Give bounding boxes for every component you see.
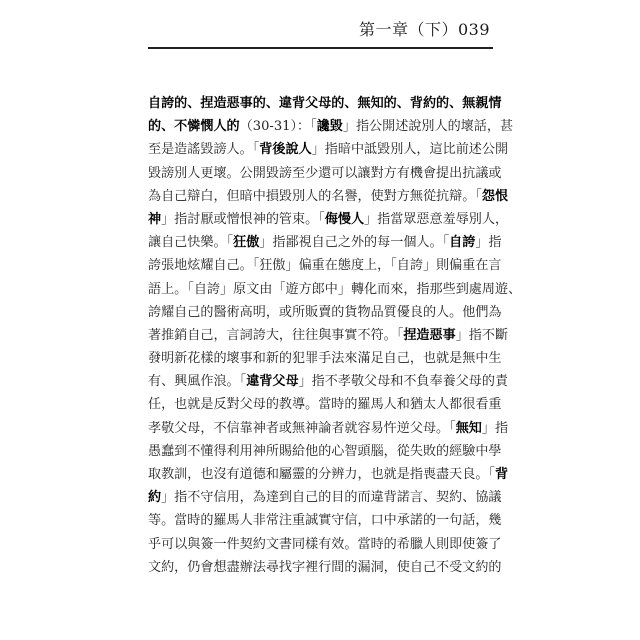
text-run: 讓自己快樂。「 bbox=[148, 235, 234, 251]
text-run: 文約，仍會想盡辦法尋找字裡行間的漏洞，使自己不受文約的 bbox=[148, 559, 502, 575]
term-highlight: 自誇的、捏造惡事的、違背父母的、無知的、背約的、無親情 bbox=[148, 96, 502, 111]
text-run: 至是造謠毀謗人。「 bbox=[148, 142, 260, 158]
text-line bbox=[148, 347, 502, 370]
text-line bbox=[148, 278, 522, 301]
text-line bbox=[148, 185, 509, 208]
text-run: 乎可以與簽一件契約文書同樣有效。當時的希臘人則即使簽了 bbox=[148, 536, 502, 552]
header-rule bbox=[148, 47, 493, 49]
text-run: 」指公開述說別人的壞話，甚 bbox=[342, 119, 514, 135]
text-run: 有、興風作浪。「 bbox=[148, 374, 247, 390]
text-run: 」指鄙視自己之外的每一個人。「 bbox=[259, 235, 450, 251]
text-line bbox=[148, 115, 514, 138]
body-text bbox=[148, 92, 522, 579]
text-line bbox=[148, 486, 502, 509]
text-run: 任，也就是反對父母的教導。當時的羅馬人和猶太人都很看重 bbox=[148, 397, 502, 413]
text-run: 愚蠢到不懂得利用神所賜給他的心智頭腦，從失敗的經驗中學 bbox=[148, 443, 502, 459]
text-line bbox=[148, 254, 502, 277]
text-run: 」指暗中詆毀別人，這比前述公開 bbox=[311, 142, 509, 158]
text-line bbox=[148, 463, 509, 486]
text-line bbox=[148, 509, 502, 532]
text-run: 」指當眾惡意羞辱別人， bbox=[364, 211, 509, 227]
text-run: 」指不孝敬父母和不負奉養父母的責 bbox=[298, 374, 509, 390]
text-run: （30-31）：「 bbox=[239, 119, 317, 135]
text-line bbox=[148, 138, 509, 161]
text-line bbox=[148, 417, 509, 440]
text-line bbox=[148, 208, 509, 231]
text-run: 」指不斷 bbox=[455, 327, 509, 343]
term-highlight: 自誇 bbox=[449, 235, 476, 251]
text-line bbox=[148, 393, 502, 416]
running-header: 第一章（下）039 bbox=[358, 20, 490, 39]
text-line bbox=[148, 231, 502, 254]
text-line bbox=[148, 533, 502, 556]
text-run: 為自己辯白，但暗中損毀別人的名譽，使對方無從抗辯。「 bbox=[148, 188, 482, 204]
text-run: 毀謗別人更壞。公開毀謗至少還可以讓對方有機會提出抗議或 bbox=[148, 165, 502, 181]
text-line bbox=[148, 92, 502, 115]
text-line bbox=[148, 162, 502, 185]
term-highlight: 神 bbox=[148, 211, 162, 227]
text-run: 等。當時的羅馬人非常注重誠實守信，口中承諾的一句話，幾 bbox=[148, 513, 502, 529]
term-highlight: 無知 bbox=[455, 420, 482, 436]
term-highlight: 讒毀 bbox=[316, 119, 343, 135]
term-highlight: 背後說人 bbox=[259, 142, 312, 158]
term-highlight: 侮慢人 bbox=[324, 211, 365, 227]
text-run: 」指 bbox=[475, 235, 502, 251]
term-highlight: 捏造惡事 bbox=[403, 327, 456, 343]
text-run: 」指不守信用，為達到自己的目的而違背諾言、契約、協議 bbox=[161, 490, 502, 506]
text-line bbox=[148, 301, 502, 324]
text-line bbox=[148, 440, 502, 463]
text-run: 取教訓，也沒有道德和屬靈的分辨力，也就是指喪盡天良。「 bbox=[148, 467, 495, 482]
text-run: 」指討厭或憎恨神的管束。「 bbox=[161, 211, 325, 227]
term-highlight: 違背父母 bbox=[246, 374, 299, 390]
term-highlight: 的、不憐憫人的 bbox=[148, 119, 240, 135]
text-run: 誇張地炫耀自己。「狂傲」偏重在態度上，「自誇」則偏重在言 bbox=[148, 258, 502, 274]
text-line bbox=[148, 324, 509, 347]
term-highlight: 約 bbox=[148, 490, 162, 506]
term-highlight: 狂傲 bbox=[233, 235, 260, 251]
text-run: 語上。「自誇」原文由「遊方郎中」轉化而來，指那些到處周遊、 bbox=[148, 281, 522, 297]
text-run: 著推銷自己，言詞誇大，往往與事實不符。「 bbox=[148, 327, 404, 343]
text-run: 」指 bbox=[481, 420, 509, 436]
text-run: 孝敬父母，不信靠神者或無神論者就容易忤逆父母。「 bbox=[148, 420, 456, 436]
term-highlight: 背 bbox=[494, 467, 509, 482]
text-run: 發明新花樣的壞事和新的犯罪手法來滿足自己，也就是無中生 bbox=[148, 351, 502, 367]
text-line bbox=[148, 370, 509, 393]
text-run: 誇耀自己的醫術高明，或所販賣的貨物品質優良的人。他們為 bbox=[148, 304, 502, 320]
term-highlight: 怨恨 bbox=[481, 188, 509, 204]
text-line bbox=[148, 556, 502, 579]
